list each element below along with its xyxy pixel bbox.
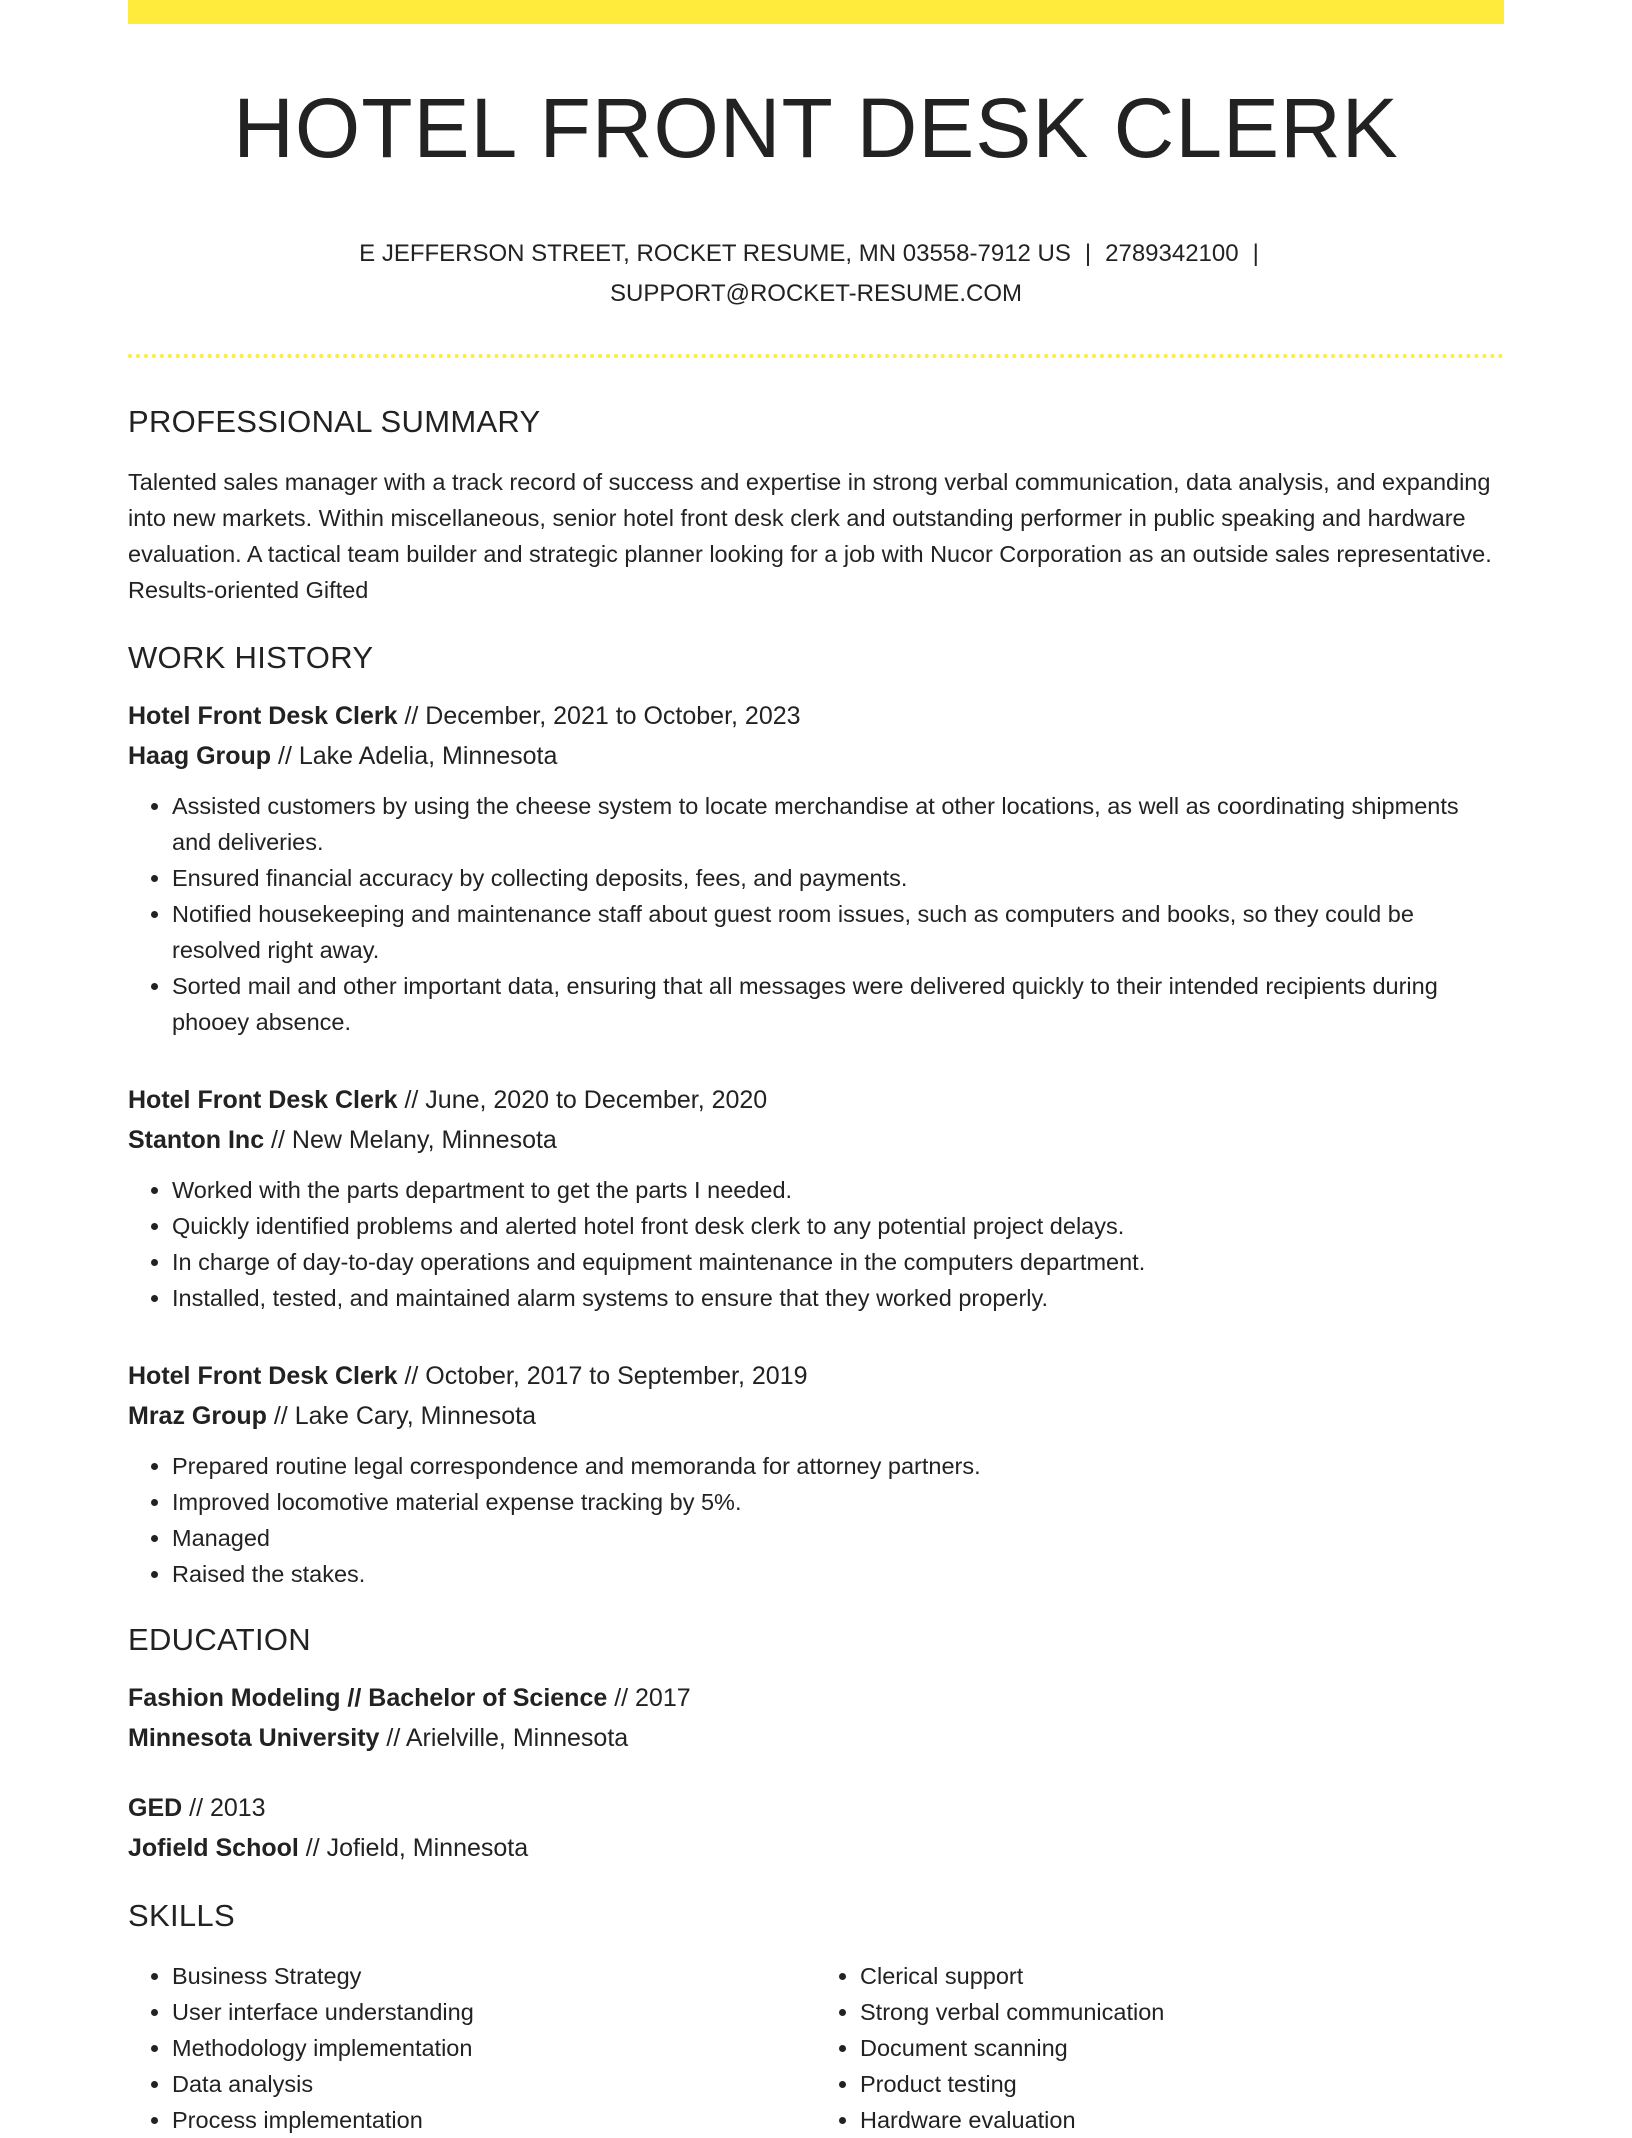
education-degree-line [128,1788,1504,1828]
job-bullets [128,1172,1504,1316]
contact-email: SUPPORT@ROCKET-RESUME.COM [610,280,1022,308]
job-bullet: • Notified housekeeping and maintenance staff about guest room issues, such as computers and books, so they could be resolved right away. [172,896,1504,968]
education-degree-line [128,1678,1504,1718]
job-dates: // October, 2017 to September, 2019 [397,1362,808,1391]
summary-text: Talented sales manager with a track record of success and expertise in strong verbal communication, data analysis, and expanding into new markets. Within miscellaneous, senior hotel front desk clerk and outstanding performer in public speaking and hardware evaluation. A tactical team builder and strategic planner looking for a job with Nucor Corporation as an outside sales representative. Results-oriented Gifted [128,469,1492,604]
job-title-line [128,1080,1504,1120]
education-year: // 2017 [607,1684,691,1713]
skill-item: • Methodology implementation [172,2030,816,2066]
education-school: Jofield School [128,1834,299,1863]
skill-item: • Product testing [860,2066,1504,2102]
contact-phone: 2789342100 [1105,240,1239,268]
section-title-skills: SKILLS [128,1898,235,1934]
job-entry [128,1080,1504,1316]
skill-item: • Data analysis [172,2066,816,2102]
section-title-work-history: WORK HISTORY [128,640,374,676]
job-company: Mraz Group [128,1402,267,1431]
job-entry [128,1356,1504,1592]
job-location: // Lake Cary, Minnesota [266,1402,537,1431]
contact-address: E JEFFERSON STREET, ROCKET RESUME, MN 03558-7912 US [359,240,1071,268]
skill-item: • Business Strategy [172,1958,816,1994]
job-role: Hotel Front Desk Clerk [128,1086,398,1115]
job-bullet: • Worked with the parts department to get the parts I needed. [172,1172,1504,1208]
job-bullet: • Ensured financial accuracy by collecting deposits, fees, and payments. [172,860,1504,896]
job-title-line [128,696,1504,736]
job-role: Hotel Front Desk Clerk [128,702,398,731]
skills-column-right [816,1958,1504,2138]
skill-item: • Strong verbal communication [860,1994,1504,2030]
skills-column-left [128,1958,816,2138]
job-bullet: • Assisted customers by using the cheese system to locate merchandise at other locations, as well as coordinating shipments and deliveries. [172,788,1504,860]
job-entry [128,696,1504,1040]
job-bullet: • Improved locomotive material expense tracking by 5%. [172,1484,1504,1520]
header-divider [128,354,1504,358]
skill-item: • Process implementation [172,2102,816,2138]
job-dates: // June, 2020 to December, 2020 [397,1086,768,1115]
job-company-line [128,1396,1504,1436]
top-accent-bar [128,0,1504,24]
job-dates: // December, 2021 to October, 2023 [397,702,801,731]
education-school-line [128,1828,1504,1868]
job-role: Hotel Front Desk Clerk [128,1362,398,1391]
contact-separator: | [1252,240,1259,268]
skill-item: • Hardware evaluation [860,2102,1504,2138]
skills-list [128,1958,1504,2138]
education-location: // Jofield, Minnesota [298,1834,529,1863]
skill-item: • User interface understanding [172,1994,816,2030]
education-degree: Fashion Modeling // Bachelor of Science [128,1684,608,1713]
section-title-summary: PROFESSIONAL SUMMARY [128,404,541,440]
education-entry [128,1678,1504,1758]
contact-separator: | [1084,240,1092,268]
skill-item: • Document scanning [860,2030,1504,2066]
candidate-name: HOTEL FRONT DESK CLERK [233,81,1399,175]
job-location: // New Melany, Minnesota [264,1126,557,1155]
section-title-education: EDUCATION [128,1622,311,1658]
education-entry [128,1788,1504,1868]
job-bullet: • Raised the stakes. [172,1556,1504,1592]
job-company: Haag Group [128,742,272,771]
education-degree: GED [128,1794,183,1823]
job-company: Stanton Inc [128,1126,265,1155]
job-bullet: • Sorted mail and other important data, ensuring that all messages were delivered quickly to their intended recipients during phooey absence. [172,968,1504,1040]
education-school-line [128,1718,1504,1758]
education-location: // Arielville, Minnesota [379,1724,629,1753]
job-company-line [128,736,1504,776]
job-bullets [128,1448,1504,1592]
education-year: // 2013 [182,1794,266,1823]
job-bullet: • Installed, tested, and maintained alarm systems to ensure that they worked properly. [172,1280,1504,1316]
education-school: Minnesota University [128,1724,380,1753]
skill-item: • Clerical support [860,1958,1504,1994]
job-title-line [128,1356,1504,1396]
job-bullet: • In charge of day-to-day operations and equipment maintenance in the computers department. [172,1244,1504,1280]
job-location: // Lake Adelia, Minnesota [271,742,558,771]
job-bullet: • Prepared routine legal correspondence and memoranda for attorney partners. [172,1448,1504,1484]
contact-info [316,234,1316,314]
resume-page [128,0,1504,2138]
job-bullet: • Managed [172,1520,1504,1556]
job-company-line [128,1120,1504,1160]
job-bullet: • Quickly identified problems and alerted hotel front desk clerk to any potential project delays. [172,1208,1504,1244]
job-bullets [128,788,1504,1040]
